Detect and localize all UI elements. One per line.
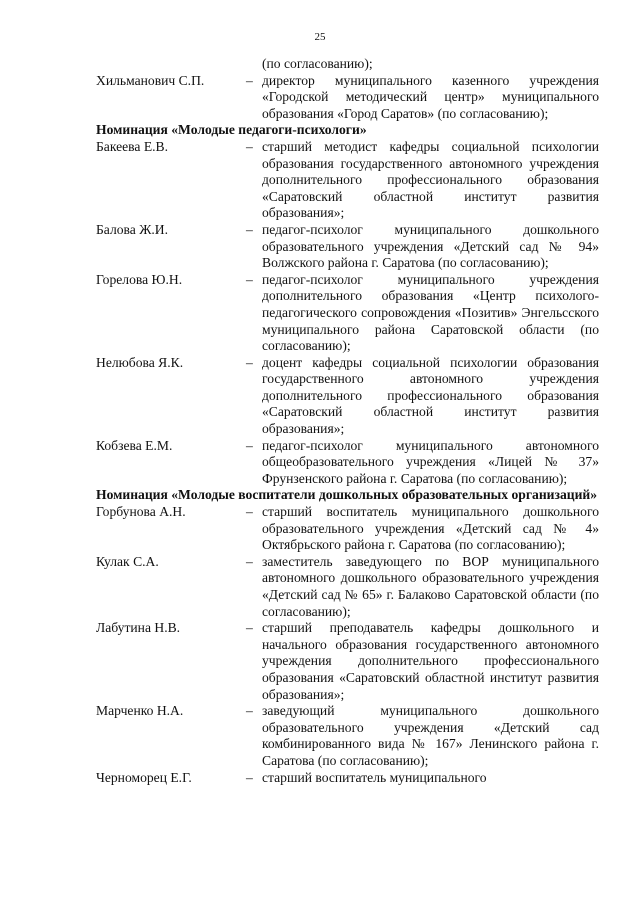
list-item xyxy=(96,272,599,355)
dash: – xyxy=(246,553,253,569)
person-name: Горелова Ю.Н. xyxy=(96,271,183,287)
person-name: Кулак С.А. xyxy=(96,553,159,569)
dash: – xyxy=(246,221,253,237)
person-description: директор муниципального казенного учреждения «Городской методический центр» муниципального образования «Город Саратов» (по согласованию); xyxy=(262,72,599,121)
person-description: заместитель заведующего по ВОР муниципального автономного дошкольного образовательного учреждения «Детский сад № 65» г. Балаково Саратовской области (по согласованию); xyxy=(262,553,599,619)
dash: – xyxy=(246,271,253,287)
list-item xyxy=(96,620,599,703)
dash: – xyxy=(246,620,253,636)
person-description: педагог-психолог муниципального учреждения дополнительного образования «Центр психолого-педагогического сопровождения «Позитив» Энгельсского муниципального района Саратовской области (по согласованию); xyxy=(262,271,599,354)
dash: – xyxy=(246,437,253,453)
person-name: Балова Ж.И. xyxy=(96,221,169,237)
list-item xyxy=(96,355,599,438)
person-description: заведующий муниципального дошкольного образовательного учреждения «Детский сад комбинированного вида № 167» Ленинского района г. Саратова (по согласованию); xyxy=(262,703,599,768)
person-name: Нелюбова Я.К. xyxy=(96,354,184,370)
person-name: Кобзева Е.М. xyxy=(96,437,173,453)
person-name: Бакеева Е.В. xyxy=(96,138,169,154)
page-number: 25 xyxy=(314,31,326,43)
person-description: старший преподаватель кафедры дошкольного и начального образования государственного автономного учреждения дополнительного профессионального образования «Саратовский областной институт развития образования»; xyxy=(262,620,599,702)
person-name: Хильманович С.П. xyxy=(96,72,205,88)
person-description: старший воспитатель муниципального xyxy=(262,769,487,785)
list-item xyxy=(96,770,599,787)
list-item xyxy=(96,73,599,123)
list-item xyxy=(96,139,599,222)
list-item xyxy=(96,703,599,769)
person-name: Лабутина Н.В. xyxy=(96,620,181,636)
dash: – xyxy=(246,354,253,370)
person-description: старший воспитатель муниципального дошкольного образовательного учреждения «Детский сад № 4» Октябрьского района г. Саратова (по согласованию); xyxy=(262,504,599,553)
list-item xyxy=(96,222,599,272)
dash: – xyxy=(246,72,253,88)
person-name: Горбунова А.Н. xyxy=(96,504,186,520)
document-body xyxy=(96,56,599,786)
person-description: педагог-психолог муниципального дошкольного образовательного учреждения «Детский сад № 94» Волжского района г. Саратова (по согласованию); xyxy=(262,221,599,271)
person-description: педагог-психолог муниципального автономного общеобразовательного учреждения «Лицей № 37» Фрунзенского района г. Саратова (по согласованию); xyxy=(262,437,599,486)
person-description: доцент кафедры социальной психологии образования государственного автономного учреждения дополнительного профессионального образования «Саратовский областной институт развития образования»; xyxy=(262,354,599,437)
person-name: Черноморец Е.Г. xyxy=(96,769,192,785)
dash: – xyxy=(246,769,253,785)
dash: – xyxy=(246,138,253,154)
dash: – xyxy=(246,703,253,719)
section-heading: Номинация «Молодые педагоги-психологи» xyxy=(96,122,367,138)
person-description: старший методист кафедры социальной психологии образования государственного автономного учреждения дополнительного профессионального образования «Саратовский областной институт развития образования»; xyxy=(262,138,599,221)
section-heading: Номинация «Молодые воспитатели дошкольных образовательных организаций» xyxy=(96,487,598,503)
list-item xyxy=(96,504,599,554)
list-item xyxy=(96,554,599,620)
person-name: Марченко Н.А. xyxy=(96,703,184,719)
list-item xyxy=(96,438,599,488)
continued-text: (по согласованию); xyxy=(262,56,373,71)
dash: – xyxy=(246,504,253,520)
